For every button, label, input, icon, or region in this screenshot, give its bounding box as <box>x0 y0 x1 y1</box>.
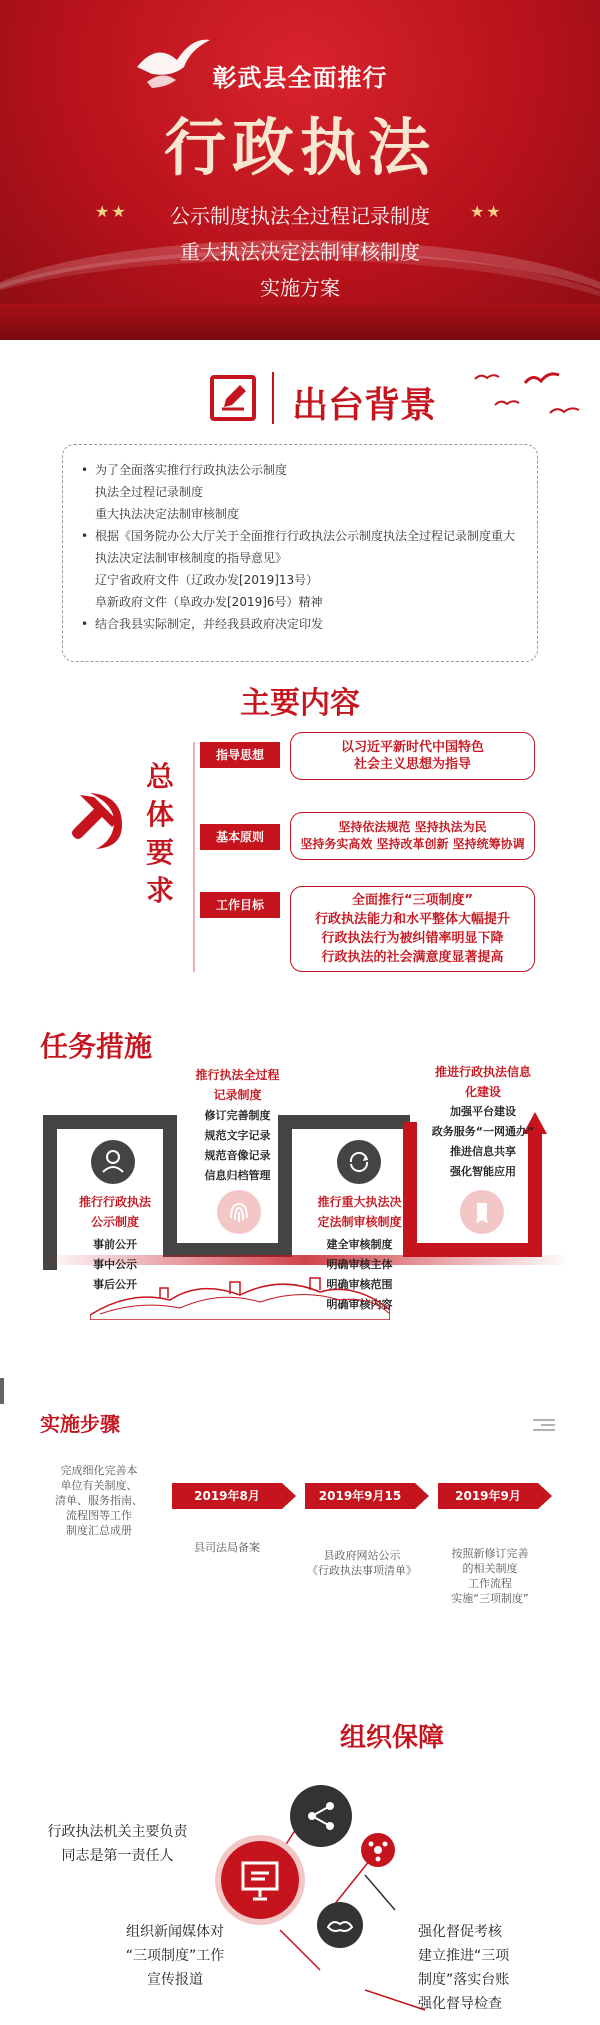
main-content-title: 主要内容 <box>240 686 360 721</box>
hero-banner <box>0 0 600 340</box>
list-item: • 为了全面落实推行行政执法公示制度 <box>81 463 288 477</box>
hero-line-3: 公示制度执法全过程记录制度 <box>170 204 430 228</box>
tag-work-goals: 工作目标 <box>200 892 280 918</box>
presentation-icon <box>215 1835 305 1925</box>
list-item: 执法全过程记录制度 <box>95 485 204 499</box>
edit-icon <box>210 375 256 421</box>
title-divider <box>272 372 274 424</box>
hero-subtitle: 彰武县全面推行 <box>212 64 388 92</box>
tasks-title: 任务措施 <box>40 1030 153 1063</box>
task-heading: 推行重大执法决 定法制审核制度 <box>317 1195 402 1229</box>
list-item: • 根据《国务院办公大厅关于全面推行行政执法公示制度执法全过程记录制度重大执法决定法制审核制度的指导意见》 <box>81 529 516 565</box>
org-text-supervision: 强化督促考核 建立推进“三项 制度”落实台账 强化督导检查 <box>418 1924 510 2012</box>
background-box <box>62 444 538 662</box>
tag-guiding-ideology: 指导思想 <box>200 742 280 768</box>
list-item: • 结合我县实际制定，并经我县政府决定印发 <box>81 617 324 631</box>
hero-line-4: 重大执法决定法制审核制度 <box>180 240 420 264</box>
great-wall-icon <box>90 1270 390 1320</box>
hero-title: 行政执法 <box>163 111 436 184</box>
party-emblem-icon <box>60 785 130 855</box>
list-item: 阜新政府文件（阜政办发[2019]6号）精神 <box>95 595 323 609</box>
org-text-responsibility: 行政执法机关主要负责 同志是第一责任人 <box>47 1824 188 1864</box>
tag-basic-principles: 基本原则 <box>200 824 280 850</box>
list-item: 重大执法决定法制审核制度 <box>95 507 240 521</box>
stars-icon: ★★ <box>95 202 128 221</box>
background-title: 出台背景 <box>292 385 437 426</box>
task-heading: 推行行政执法 公示制度 <box>78 1195 151 1229</box>
refresh-icon <box>337 1140 381 1184</box>
step-note: 县司法局备案 <box>194 1541 260 1554</box>
user-icon <box>91 1140 135 1184</box>
handshake-icon <box>317 1902 363 1948</box>
general-requirements-label: 总 体 要 求 <box>145 760 174 907</box>
steps-title: 实施步骤 <box>40 1412 120 1436</box>
list-item: 辽宁省政府文件（辽政办发[2019]13号） <box>95 573 319 587</box>
award-icon <box>460 1190 504 1234</box>
share-icon <box>290 1785 352 1847</box>
task-heading: 推进行政执法信息 化建设 <box>434 1065 531 1099</box>
steps-intro: 完成细化完善本 单位有关制度、 清单、服务指南、 流程图等工作 制度汇总成册 <box>55 1464 143 1537</box>
basic-principles-box: 坚持依法规范 坚持执法为民 坚持务实高效 坚持改革创新 坚持统筹协调 <box>290 812 535 860</box>
birds-icon <box>455 365 585 430</box>
task-body: 加强平台建设 政务服务“一网通办” 推进信息共享 强化智能应用 <box>431 1105 535 1178</box>
organization-title: 组织保障 <box>340 1723 445 1753</box>
hero-line-5: 实施方案 <box>260 276 340 300</box>
task-heading: 推行执法全过程 记录制度 <box>195 1068 280 1102</box>
step-arrow: 2019年9月15 <box>305 1483 415 1509</box>
menu-lines-icon <box>533 1418 555 1432</box>
guiding-ideology-box: 以习近平新时代中国特色 社会主义思想为指导 <box>290 732 535 780</box>
network-icon <box>361 1833 395 1867</box>
section-marker <box>0 1378 4 1404</box>
step-note: 按照新修订完善 的相关制度 工作流程 实施“三项制度” <box>451 1547 529 1605</box>
vertical-divider <box>193 742 195 972</box>
step-arrow: 2019年9月 <box>438 1483 538 1509</box>
fingerprint-icon <box>217 1190 261 1234</box>
task-body: 事前公开 事中公示 事后公开 <box>93 1238 137 1291</box>
step-arrow: 2019年8月 <box>172 1483 282 1509</box>
task-body: 修订完善制度 规范文字记录 规范音像记录 信息归档管理 <box>204 1109 271 1182</box>
step-note: 县政府网站公示 《行政执法事项清单》 <box>307 1549 417 1577</box>
stars-icon: ★★ <box>470 202 503 221</box>
hero-bottom-band <box>0 304 600 340</box>
org-text-media: 组织新闻媒体对 “三项制度”工作 宣传报道 <box>125 1924 225 1988</box>
task-body: 建全审核制度 明确审核主体 明确审核范围 明确审核内容 <box>326 1238 393 1311</box>
work-goals-box: 全面推行“三项制度” 行政执法能力和水平整体大幅提升 行政执法行为被纠错率明显下降 行政执法的社会满意度显著提高 <box>290 886 535 972</box>
